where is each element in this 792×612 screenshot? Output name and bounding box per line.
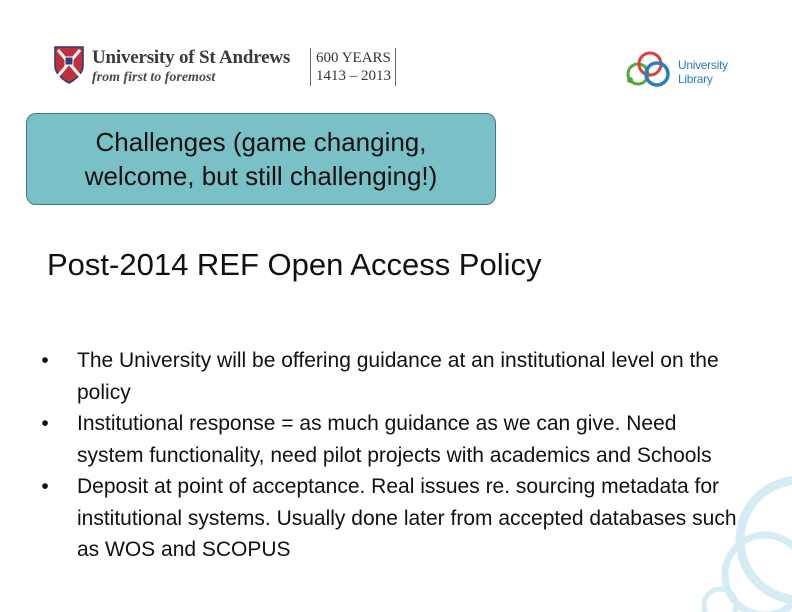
bullet-dot: •	[41, 475, 49, 498]
bullet-text: Institutional response = as much guidance as we can give. Need system functionality, need pilot projects with academics and Schools	[77, 412, 712, 467]
library-rings-icon	[624, 50, 678, 90]
challenges-callout	[26, 113, 496, 205]
bullet-dot: •	[41, 349, 49, 372]
university-name: University of St Andrews	[92, 47, 291, 68]
divider	[395, 48, 396, 86]
slide-heading: Post-2014 REF Open Access Policy	[47, 247, 542, 282]
decorative-circles	[690, 470, 792, 612]
callout-line: welcome, but still challenging!)	[84, 161, 438, 191]
anniversary-range: 1413 – 2013	[316, 68, 391, 84]
list-item	[30, 471, 745, 566]
bullet-dot: •	[41, 412, 49, 435]
anniversary-label: 600 YEARS	[316, 50, 391, 66]
bullet-text: Deposit at point of acceptance. Real issues re. sourcing metadata for institutional systems. Usually done later from accepted databases such as WOS and SCOPUS	[77, 475, 737, 561]
library-logo-line1: University	[678, 58, 728, 72]
library-logo-line2: Library	[678, 72, 713, 86]
bullet-list	[30, 345, 745, 566]
st-andrews-crest-icon	[54, 46, 84, 84]
list-item	[30, 345, 745, 408]
list-item	[30, 408, 745, 471]
callout-line: Challenges (game changing,	[95, 127, 427, 157]
university-motto: from first to foremost	[92, 70, 216, 85]
bullet-text: The University will be offering guidance at an institutional level on the policy	[77, 349, 719, 404]
divider	[310, 48, 311, 86]
